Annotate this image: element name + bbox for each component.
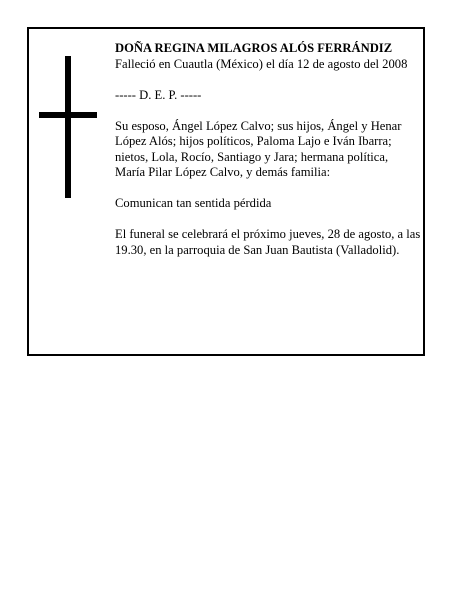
death-notice: Falleció en Cuautla (México) el día 12 de agosto del 2008 [115,56,408,71]
cross-icon [39,56,97,198]
cross-horizontal-bar [39,112,97,118]
cross-vertical-bar [65,56,71,198]
obituary-notice [27,27,425,356]
family-list: Su esposo, Ángel López Calvo; sus hijos, Ángel y Henar López Alós; hijos políticos, Paloma Lajo e Iván Ibarra; nietos, Lola, Rocío, Santiago y Jara; hermana política, María Pilar López Calvo, y demás familia: [115,118,402,179]
obituary-text [115,41,421,258]
announcement: Comunican tan sentida pérdida [115,196,272,210]
rip-line: ----- D. E. P. ----- [115,87,202,102]
deceased-name: DOÑA REGINA MILAGROS ALÓS FERRÁNDIZ [115,41,393,55]
funeral-details: El funeral se celebrará el próximo jueves, 28 de agosto, a las 19.30, en la parroquia de San Juan Bautista (Valladolid). [115,227,421,257]
